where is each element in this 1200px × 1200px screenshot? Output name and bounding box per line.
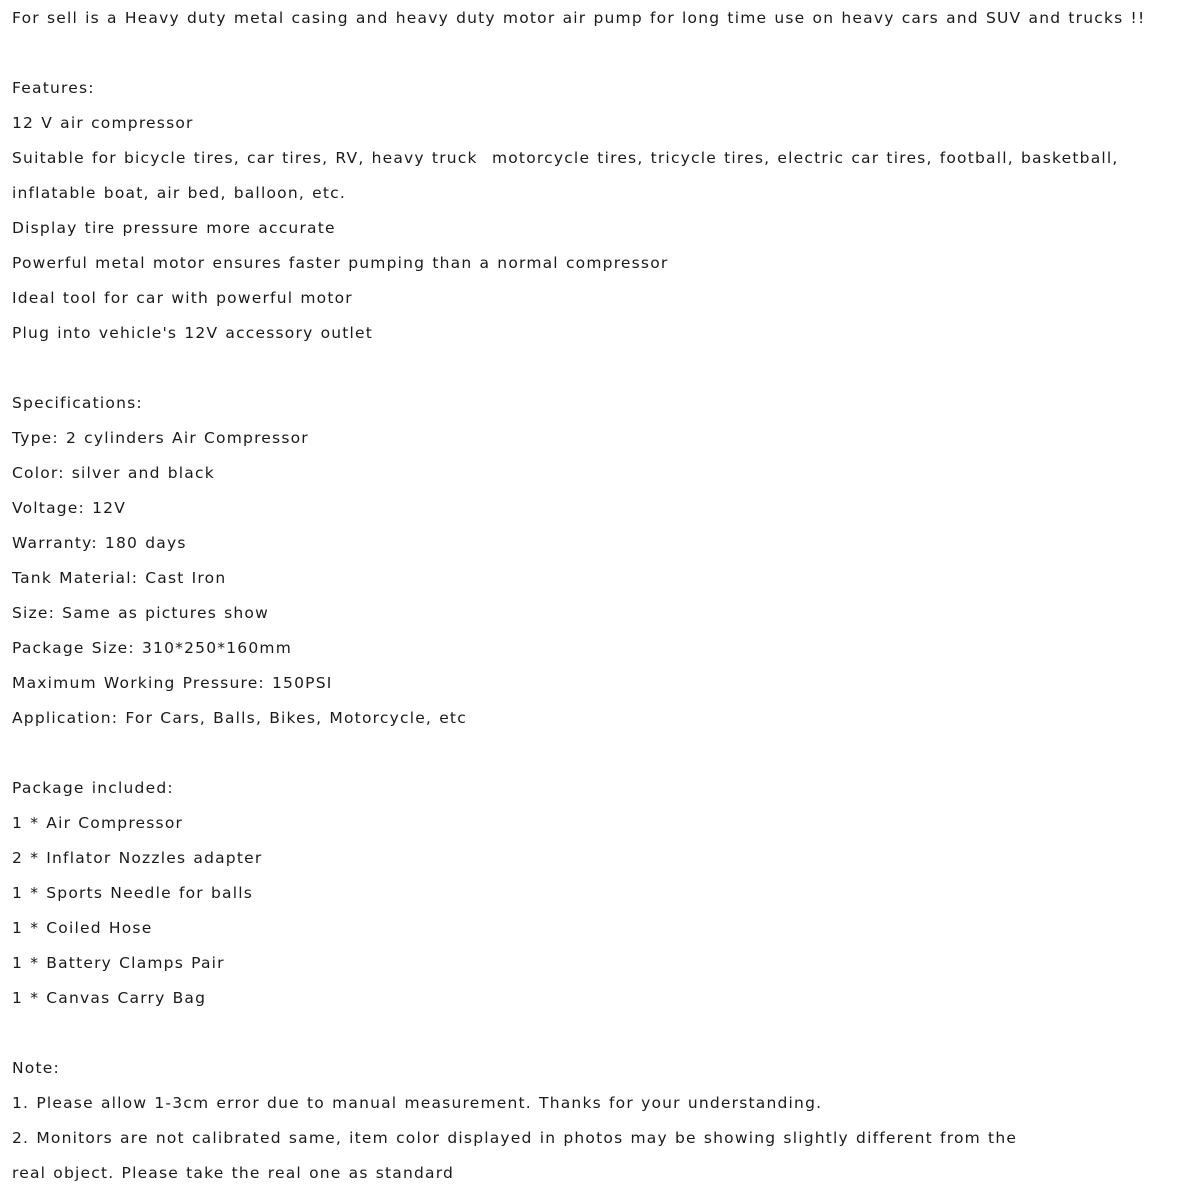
package-item: 1 * Air Compressor: [12, 814, 184, 832]
spec-item: Voltage: 12V: [12, 499, 127, 517]
feature-item: 12 V air compressor: [12, 114, 194, 132]
package-item: 1 * Canvas Carry Bag: [12, 989, 207, 1007]
note-item: real object. Please take the real one as standard: [12, 1164, 455, 1182]
spec-item: Maximum Working Pressure: 150PSI: [12, 674, 333, 692]
spec-item: Type: 2 cylinders Air Compressor: [12, 429, 309, 447]
package-item: 1 * Sports Needle for balls: [12, 884, 254, 902]
specifications-heading: Specifications:: [12, 394, 143, 412]
spec-item: Package Size: 310*250*160mm: [12, 639, 292, 657]
feature-item: Plug into vehicle's 12V accessory outlet: [12, 324, 374, 342]
feature-item: Display tire pressure more accurate: [12, 219, 336, 237]
note-item: 1. Please allow 1-3cm error due to manual measurement. Thanks for your understanding.: [12, 1094, 823, 1112]
feature-item: Ideal tool for car with powerful motor: [12, 289, 353, 307]
spec-item: Size: Same as pictures show: [12, 604, 269, 622]
note-heading: Note:: [12, 1059, 60, 1077]
feature-item: Suitable for bicycle tires, car tires, RV, heavy truck motorcycle tires, tricycle tires, electric car tires, football, basketball,: [12, 149, 1119, 167]
package-item: 1 * Battery Clamps Pair: [12, 954, 225, 972]
spacer: [12, 36, 1192, 71]
package-heading: Package included:: [12, 779, 174, 797]
spec-item: Tank Material: Cast Iron: [12, 569, 227, 587]
intro-text: For sell is a Heavy duty metal casing and heavy duty motor air pump for long time use on heavy cars and SUV and trucks !!: [12, 9, 1146, 27]
package-item: 2 * Inflator Nozzles adapter: [12, 849, 263, 867]
spec-item: Warranty: 180 days: [12, 534, 187, 552]
spacer: [12, 1016, 1192, 1051]
product-description: [12, 1, 1192, 1191]
features-heading: Features:: [12, 79, 95, 97]
feature-item: Powerful metal motor ensures faster pumping than a normal compressor: [12, 254, 669, 272]
note-item: 2. Monitors are not calibrated same, item color displayed in photos may be showing slightly different from the: [12, 1129, 1018, 1147]
spec-item: Application: For Cars, Balls, Bikes, Motorcycle, etc: [12, 709, 467, 727]
spec-item: Color: silver and black: [12, 464, 215, 482]
spacer: [12, 736, 1192, 771]
package-item: 1 * Coiled Hose: [12, 919, 153, 937]
feature-item: inflatable boat, air bed, balloon, etc.: [12, 184, 346, 202]
spacer: [12, 351, 1192, 386]
